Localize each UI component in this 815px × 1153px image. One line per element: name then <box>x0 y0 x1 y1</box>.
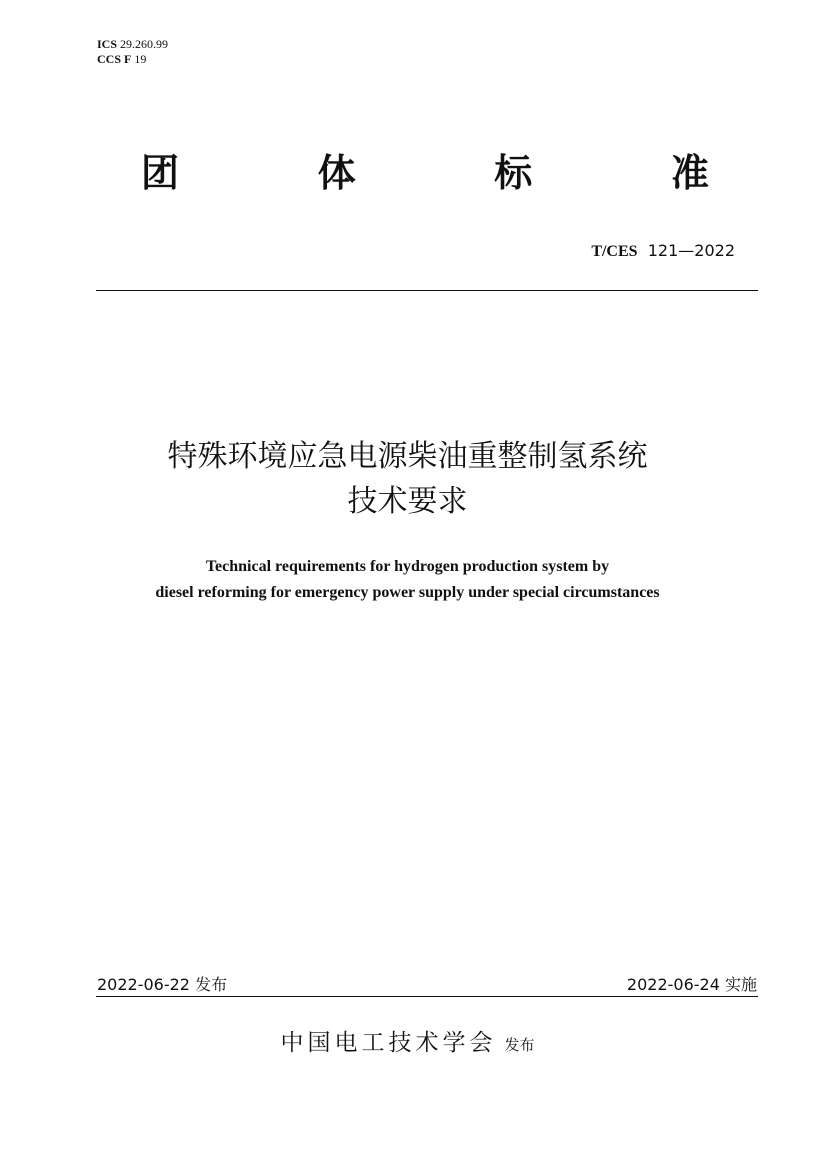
classification-block <box>97 37 168 67</box>
standard-heading <box>130 150 720 196</box>
chinese-title-line-1: 特殊环境应急电源柴油重整制氢系统 <box>167 439 648 474</box>
standard-number <box>591 241 735 261</box>
publisher-name: 中国电工技术学会 <box>280 1030 497 1056</box>
heading-char-4: 准 <box>670 151 709 195</box>
ccs-label: CCS F <box>97 52 132 66</box>
english-title-line-2: diesel reforming for emergency power supply under special circumstances <box>155 584 660 601</box>
ics-code: 29.260.99 <box>120 37 169 51</box>
english-title-line-1: Technical requirements for hydrogen production system by <box>205 558 610 575</box>
publisher-suffix: 发布 <box>504 1036 535 1054</box>
publisher-row <box>0 1024 815 1057</box>
header-rule <box>96 290 758 291</box>
standard-code: 121—2022 <box>647 241 735 260</box>
ccs-line <box>97 52 168 67</box>
ics-label: ICS <box>97 37 118 51</box>
issue-date: 2022-06-22 发布 <box>97 975 228 994</box>
footer-rule <box>96 996 758 997</box>
heading-char-3: 标 <box>494 151 533 195</box>
heading-char-1: 团 <box>140 151 179 195</box>
chinese-title <box>0 434 815 524</box>
standard-org: T/CES <box>591 243 638 260</box>
english-title <box>0 554 815 606</box>
ccs-code: 19 <box>134 52 147 66</box>
implementation-date: 2022-06-24 实施 <box>626 975 757 994</box>
heading-char-2: 体 <box>317 151 356 195</box>
chinese-title-line-2: 技术要求 <box>347 484 468 519</box>
ics-line <box>97 37 168 52</box>
